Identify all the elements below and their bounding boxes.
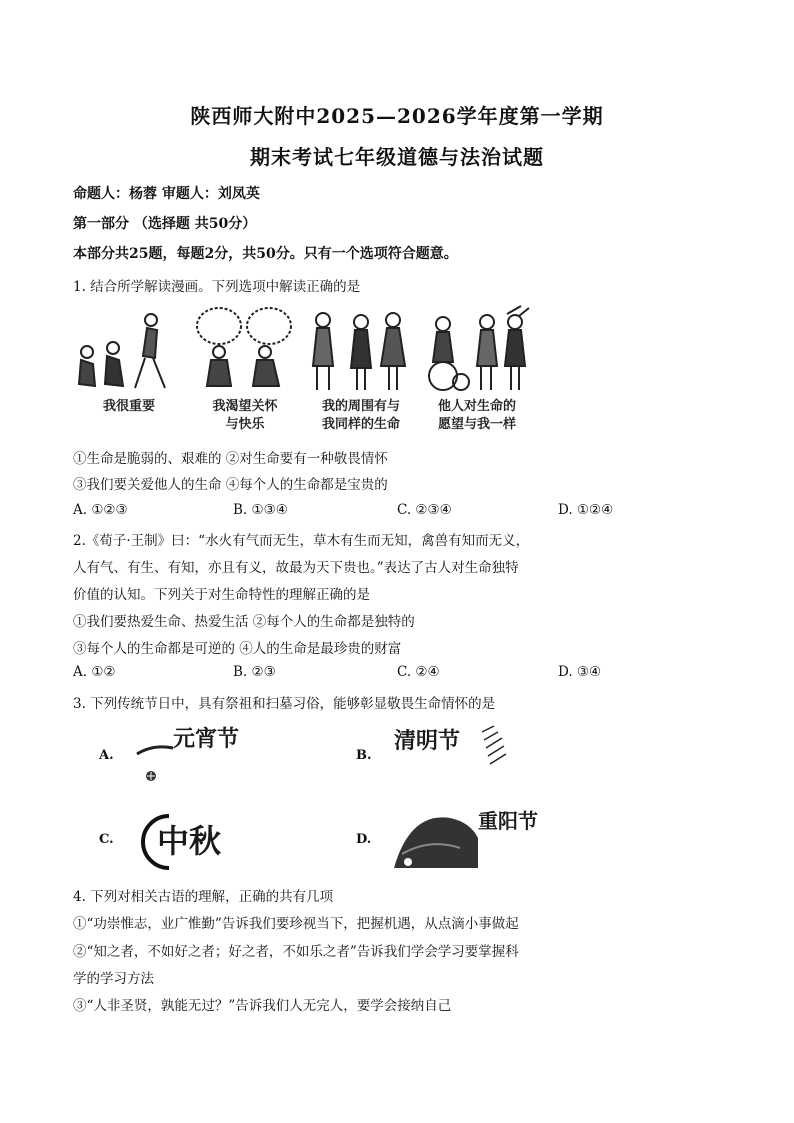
authors-line: 命题人：杨蓉 审题人：刘凤英 (73, 186, 260, 202)
mid-autumn-festival-art-text: 中秋 (157, 822, 222, 860)
comic-figures-icon (421, 304, 533, 396)
q4-stem: 4. 下列对相关古语的理解，正确的共有几项 (73, 889, 334, 905)
q2-option-b[interactable]: B. ②③ (233, 664, 276, 680)
q2-statement-1: ①我们要热爱生命、热爱生活 ②每个人的生命都是独特的 (73, 614, 415, 630)
q1-statement-2: ③我们要关爱他人的生命 ④每个人的生命都是宝贵的 (73, 477, 388, 493)
q3-stem: 3. 下列传统节日中，具有祭祖和扫墓习俗，能够彰显敬畏生命情怀的是 (73, 696, 496, 712)
q2-statement-2: ③每个人的生命都是可逆的 ④人的生命是最珍贵的财富 (73, 641, 402, 657)
comic-caption-4a: 他人对生命的 (437, 399, 516, 414)
q4-item-2-line1: ②“知之者，不如好之者；好之者，不如乐之者”告诉我们学会学习要掌握科 (73, 944, 519, 960)
q2-option-d[interactable]: D. ③④ (558, 664, 602, 680)
comic-caption-4b: 愿望与我一样 (437, 417, 516, 432)
q3-option-c[interactable] (73, 808, 353, 874)
comic-caption-3b: 我同样的生命 (321, 417, 400, 432)
qingming-festival-art-text: 清明节 (394, 728, 461, 754)
q4-item-2-line2: 学的学习方法 (73, 971, 154, 987)
exam-title-line2: 期末考试七年级道德与法治试题 (250, 145, 544, 169)
q1-option-b[interactable]: B. ①③④ (233, 502, 288, 518)
comic-caption-3a: 我的周围有与 (321, 399, 400, 414)
q1-stem: 1. 结合所学解读漫画。下列选项中解读正确的是 (73, 279, 361, 295)
comic-panel-3 (305, 304, 417, 440)
exam-title-line1: 陕西师大附中2025—2026学年度第一学期 (190, 104, 604, 128)
comic-panel-4 (421, 304, 533, 440)
q1-option-c[interactable]: C. ②③④ (397, 502, 452, 518)
q2-option-c[interactable]: C. ②④ (397, 664, 440, 680)
comic-panel-2 (189, 304, 301, 440)
q2-stem-line1: 2.《荀子·王制》曰：“水火有气而无生，草木有生而无知，禽兽有知而无义， (73, 533, 530, 549)
comic-panel-1 (73, 304, 185, 440)
lantern-festival-art-text: 元宵节 (173, 726, 240, 752)
comic-caption-2a: 我渴望关怀 (212, 399, 278, 414)
q3-option-d-letter: D. (356, 832, 372, 847)
q1-comic (73, 304, 535, 440)
q1-statement-1: ①生命是脆弱的、艰难的 ②对生命要有一种敬畏情怀 (73, 451, 388, 467)
comic-caption-1a: 我很重要 (102, 399, 155, 414)
q2-stem-line2: 人有气、有生、有知，亦且有义，故最为天下贵也。”表达了古人对生命独特 (73, 560, 519, 576)
q4-item-3: ③“人非圣贤，孰能无过？”告诉我们人无完人，要学会接纳自己 (73, 998, 452, 1014)
q2-option-a[interactable]: A. ①② (73, 664, 116, 680)
q3-option-a[interactable] (73, 724, 353, 790)
q1-option-d[interactable]: D. ①②④ (558, 502, 614, 518)
q3-option-b-letter: B. (356, 748, 372, 763)
q3-option-a-letter: A. (99, 748, 114, 763)
q3-option-c-letter: C. (99, 832, 114, 847)
q3-option-b[interactable] (330, 724, 610, 790)
q2-stem-line3: 价值的认知。下列关于对生命特性的理解正确的是 (73, 587, 370, 603)
double-ninth-festival-art-text: 重阳节 (478, 809, 538, 833)
comic-figures-icon (305, 304, 417, 396)
comic-figures-icon (73, 304, 185, 396)
q4-item-1: ①“功崇惟志，业广惟勤”告诉我们要珍视当下，把握机遇，从点滴小事做起 (73, 916, 519, 932)
part-heading: 第一部分 （选择题 共50分） (73, 216, 257, 232)
instructions: 本部分共25题，每题2分，共50分。只有一个选项符合题意。 (73, 246, 458, 262)
comic-figures-icon (189, 304, 301, 396)
q1-option-a[interactable]: A. ①②③ (73, 502, 128, 518)
comic-caption-2b: 与快乐 (225, 417, 265, 432)
q3-option-d[interactable] (330, 808, 610, 874)
